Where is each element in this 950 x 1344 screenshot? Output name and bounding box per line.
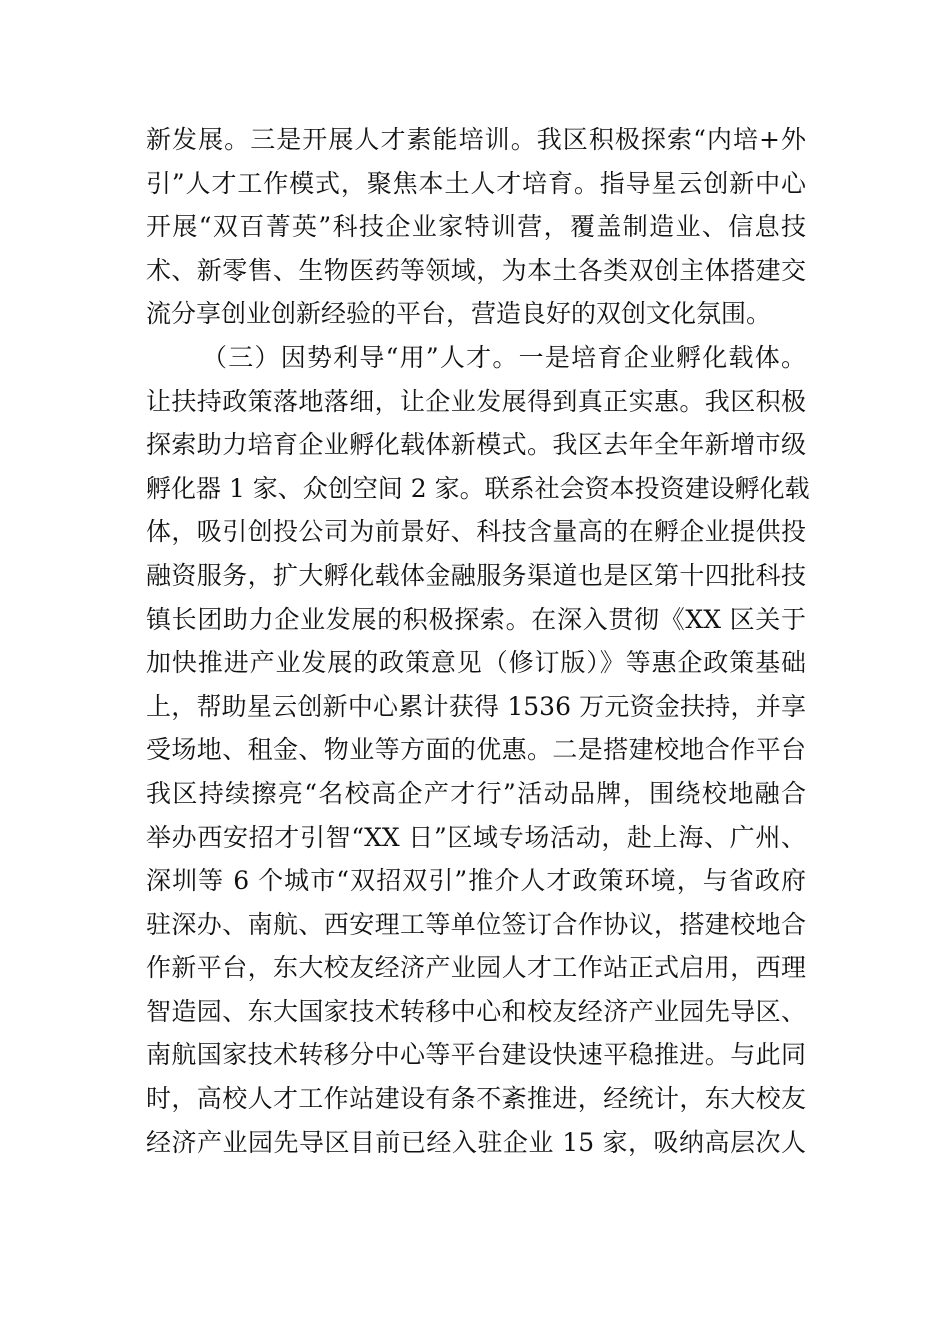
text-line: 上，帮助星云创新中心累计获得 1536 万元资金扶持，并享 [146, 691, 806, 721]
text-line: 流分享创业创新经验的平台，营造良好的双创文化氛围。 [146, 299, 772, 329]
text-line: 经济产业园先导区目前已经入驻企业 15 家，吸纳高层次人 [146, 1127, 806, 1157]
body-text [146, 118, 810, 1164]
text-line: 术、新零售、生物医药等领域，为本土各类双创主体搭建交 [146, 255, 806, 285]
text-line: 新发展。三是开展人才素能培训。我区积极探索“内培+外 [146, 125, 806, 154]
text-line: 深圳等 6 个城市“双招双引”推介人才政策环境，与省政府 [146, 866, 806, 896]
text-line: 作新平台，东大校友经济产业园人才工作站正式启用，西理 [146, 953, 806, 983]
text-line: 融资服务，扩大孵化载体金融服务渠道也是区第十四批科技 [146, 560, 806, 590]
text-line: 体，吸引创投公司为前景好、科技含量高的在孵企业提供投 [146, 517, 806, 547]
text-line: 我区持续擦亮“名校高企产才行”活动品牌，围绕校地融合 [146, 778, 806, 808]
text-line: 开展“双百菁英”科技企业家特训营，覆盖制造业、信息技 [146, 212, 806, 242]
text-line: 受场地、租金、物业等方面的优惠。二是搭建校地合作平台 [146, 735, 806, 765]
text-line: 驻深办、南航、西安理工等单位签订合作协议，搭建校地合 [146, 909, 806, 939]
text-line: 时，高校人才工作站建设有条不紊推进，经统计，东大校友 [146, 1084, 806, 1114]
text-line: 引”人才工作模式，聚焦本土人才培育。指导星云创新中心 [146, 168, 806, 198]
text-line: 探索助力培育企业孵化载体新模式。我区去年全年新增市级 [146, 430, 806, 460]
text-line: 镇长团助力企业发展的积极探索。在深入贯彻《XX 区关于 [146, 604, 806, 634]
text-line: 加快推进产业发展的政策意见（修订版）》等惠企政策基础 [146, 648, 806, 678]
section-heading-line: （三）因势利导“用”人才。一是培育企业孵化载体。 [202, 342, 806, 372]
text-line: 举办西安招才引智“XX 日”区域专场活动，赴上海、广州、 [146, 822, 806, 852]
text-line: 孵化器 1 家、众创空间 2 家。联系社会资本投资建设孵化载 [146, 473, 810, 503]
text-line: 南航国家技术转移分中心等平台建设快速平稳推进。与此同 [146, 1040, 806, 1070]
text-line: 让扶持政策落地落细，让企业发展得到真正实惠。我区积极 [146, 386, 806, 416]
text-line: 智造园、东大国家技术转移中心和校友经济产业园先导区、 [146, 996, 806, 1026]
